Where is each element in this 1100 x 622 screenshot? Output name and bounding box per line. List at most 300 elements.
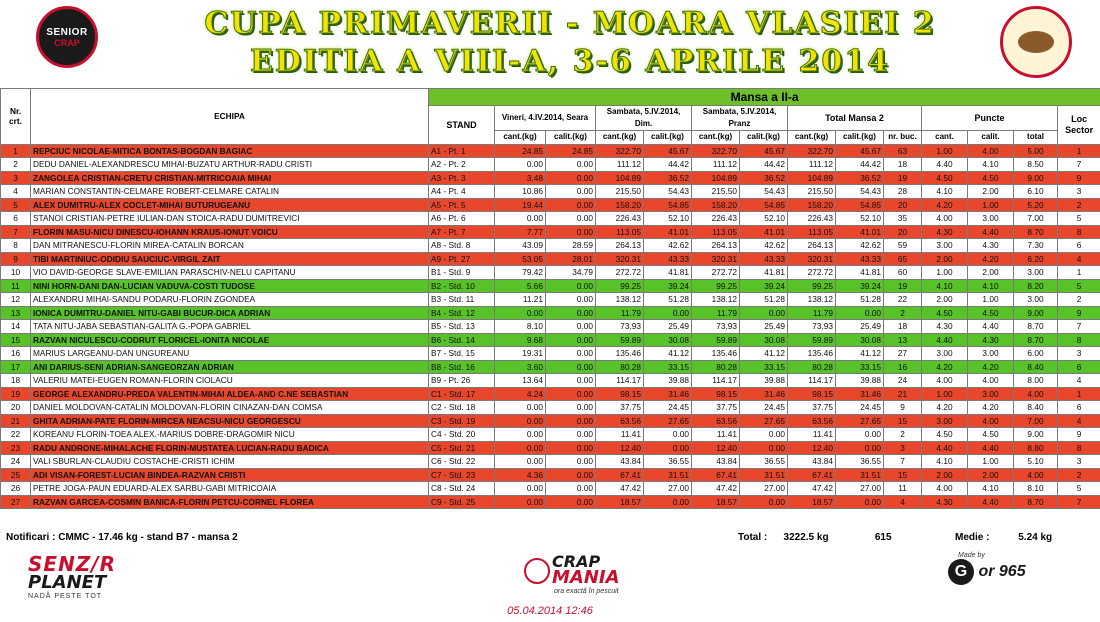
row-loc: 2: [1058, 468, 1100, 482]
row-v1-cant: 5.66: [495, 279, 546, 293]
row-nr-buc: 13: [884, 333, 922, 347]
row-nr: 9: [1, 252, 31, 266]
row-v2-cant: 11.41: [596, 428, 644, 442]
row-team: MARIAN CONSTANTIN-CELMARE ROBERT-CELMARE CATALIN: [31, 185, 429, 199]
row-nr-buc: 3: [884, 441, 922, 455]
row-total-cant: 264.13: [788, 239, 836, 253]
row-v3-cant: 135.46: [692, 347, 740, 361]
row-p-total: 8.70: [1014, 225, 1058, 239]
row-p-total: 4.00: [1014, 468, 1058, 482]
row-v1-calit: 0.00: [546, 401, 596, 415]
row-v2-calit: 25.49: [644, 320, 692, 334]
col-nrbuc-header: nr. buc.: [884, 131, 922, 145]
table-row: [1, 441, 1100, 455]
row-v3-calit: 0.00: [740, 441, 788, 455]
row-loc: 9: [1058, 171, 1100, 185]
row-nr: 19: [1, 387, 31, 401]
row-v1-calit: 0.00: [546, 212, 596, 226]
row-p-total: 8.00: [1014, 374, 1058, 388]
row-total-calit: 24.45: [836, 401, 884, 415]
row-v1-cant: 24.85: [495, 144, 546, 158]
row-nr-buc: 22: [884, 293, 922, 307]
row-v1-calit: 0.00: [546, 482, 596, 496]
row-p-calit: 4.30: [968, 239, 1014, 253]
row-v2-calit: 41.01: [644, 225, 692, 239]
col-p-total-header: total: [1014, 131, 1058, 145]
row-total-cant: 215.50: [788, 185, 836, 199]
row-v1-cant: 8.10: [495, 320, 546, 334]
row-v2-cant: 37.75: [596, 401, 644, 415]
row-v3-calit: 33.15: [740, 360, 788, 374]
row-total-cant: 135.46: [788, 347, 836, 361]
row-v3-cant: 12.40: [692, 441, 740, 455]
row-v1-cant: 0.00: [495, 401, 546, 415]
row-v1-cant: 10.86: [495, 185, 546, 199]
row-team: KOREANU FLORIN-TOEA ALEX.-MARIUS DOBRE-DRAGOMIR NICU: [31, 428, 429, 442]
col-puncte-header: Puncte: [922, 106, 1058, 131]
row-v3-calit: 54.43: [740, 185, 788, 199]
row-v2-cant: 264.13: [596, 239, 644, 253]
row-v2-calit: 36.55: [644, 455, 692, 469]
row-nr: 23: [1, 441, 31, 455]
row-v1-cant: 0.00: [495, 455, 546, 469]
row-v2-calit: 36.52: [644, 171, 692, 185]
table-row: [1, 414, 1100, 428]
row-v1-calit: 0.00: [546, 306, 596, 320]
row-team: ADI VISAN-FOREST-LUCIAN BINDEA-RAZVAN CRISTI: [31, 468, 429, 482]
row-team: TATA NITU-JABA SEBASTIAN-GALITA G.-POPA GABRIEL: [31, 320, 429, 334]
row-stand: C7 - Std. 23: [429, 468, 495, 482]
row-v3-cant: 63.56: [692, 414, 740, 428]
row-team: ZANGOLEA CRISTIAN-CRETU CRISTIAN-MITRICOAIA MIHAI: [31, 171, 429, 185]
medie-label: Medie :: [955, 532, 990, 543]
row-v3-calit: 52.10: [740, 212, 788, 226]
row-v1-calit: 0.00: [546, 158, 596, 172]
table-row: [1, 212, 1100, 226]
col-day1-header: Vineri, 4.IV.2014, Seara: [495, 106, 596, 131]
page-footer: [0, 528, 1100, 622]
row-p-total: 8.70: [1014, 333, 1058, 347]
row-v1-calit: 0.00: [546, 455, 596, 469]
row-v1-cant: 0.00: [495, 482, 546, 496]
row-v1-cant: 0.00: [495, 441, 546, 455]
row-team: RADU ANDRONE-MIHALACHE FLORIN-MUSTATEA LUCIAN-RADU BADICA: [31, 441, 429, 455]
row-stand: A9 - Pt. 27: [429, 252, 495, 266]
row-v3-calit: 24.45: [740, 401, 788, 415]
row-p-calit: 3.00: [968, 347, 1014, 361]
row-p-calit: 2.00: [968, 185, 1014, 199]
row-team: ALEXANDRU MIHAI-SANDU PODARU-FLORIN ZGONDEA: [31, 293, 429, 307]
row-v1-calit: 0.00: [546, 441, 596, 455]
row-nr: 24: [1, 455, 31, 469]
row-v2-calit: 0.00: [644, 441, 692, 455]
row-total-cant: 322.70: [788, 144, 836, 158]
table-row: [1, 171, 1100, 185]
page-header: [0, 0, 1100, 88]
row-nr: 11: [1, 279, 31, 293]
row-nr-buc: 60: [884, 266, 922, 280]
row-v3-calit: 31.46: [740, 387, 788, 401]
row-v2-cant: 63.56: [596, 414, 644, 428]
row-team: MARIUS LARGEANU-DAN UNGUREANU: [31, 347, 429, 361]
row-total-cant: 226.43: [788, 212, 836, 226]
row-total-calit: 27.00: [836, 482, 884, 496]
row-nr-buc: 35: [884, 212, 922, 226]
row-total-calit: 41.01: [836, 225, 884, 239]
row-v2-cant: 80.28: [596, 360, 644, 374]
row-nr-buc: 7: [884, 455, 922, 469]
row-v2-calit: 43.33: [644, 252, 692, 266]
row-v2-cant: 272.72: [596, 266, 644, 280]
row-v2-cant: 59.89: [596, 333, 644, 347]
row-total-cant: 98.15: [788, 387, 836, 401]
row-total-cant: 111.12: [788, 158, 836, 172]
row-v3-calit: 0.00: [740, 428, 788, 442]
row-v2-calit: 33.15: [644, 360, 692, 374]
row-team: PETRE JOGA-PAUN EDUARD-ALEX SARBU-GABI MITRICOAIA: [31, 482, 429, 496]
row-nr: 20: [1, 401, 31, 415]
results-body: [1, 144, 1100, 509]
col-day3-header: Sambata, 5.IV.2014, Pranz: [692, 106, 788, 131]
row-loc: 3: [1058, 185, 1100, 199]
row-stand: B5 - Std. 13: [429, 320, 495, 334]
row-stand: C2 - Std. 18: [429, 401, 495, 415]
row-v3-calit: 41.81: [740, 266, 788, 280]
row-total-calit: 54.85: [836, 198, 884, 212]
row-stand: A8 - Std. 8: [429, 239, 495, 253]
row-v3-cant: 11.79: [692, 306, 740, 320]
row-v1-cant: 79.42: [495, 266, 546, 280]
row-v2-cant: 322.70: [596, 144, 644, 158]
row-loc: 1: [1058, 387, 1100, 401]
row-p-total: 6.10: [1014, 185, 1058, 199]
row-v2-cant: 113.05: [596, 225, 644, 239]
row-v1-cant: 53.05: [495, 252, 546, 266]
row-stand: C4 - Std. 20: [429, 428, 495, 442]
table-row: [1, 293, 1100, 307]
table-row: [1, 144, 1100, 158]
row-loc: 3: [1058, 455, 1100, 469]
row-nr-buc: 24: [884, 374, 922, 388]
sponsor2-slogan: ora exactă în pescuit: [554, 588, 619, 595]
row-nr-buc: 20: [884, 198, 922, 212]
row-v1-calit: 0.00: [546, 468, 596, 482]
row-v1-calit: 24.85: [546, 144, 596, 158]
row-p-total: 8.70: [1014, 495, 1058, 509]
medie-value: 5.24 kg: [1018, 532, 1053, 543]
table-row: [1, 225, 1100, 239]
table-row: [1, 428, 1100, 442]
row-v3-cant: 215.50: [692, 185, 740, 199]
row-total-calit: 43.33: [836, 252, 884, 266]
row-p-calit: 4.40: [968, 225, 1014, 239]
row-p-cant: 4.00: [922, 482, 968, 496]
row-v3-cant: 104.89: [692, 171, 740, 185]
row-p-cant: 4.20: [922, 401, 968, 415]
table-row: [1, 455, 1100, 469]
notificari-text: Notificari : CMMC - 17.46 kg - stand B7 - mansa 2: [6, 532, 238, 543]
row-p-total: 3.00: [1014, 266, 1058, 280]
row-loc: 5: [1058, 482, 1100, 496]
row-v1-cant: 3.60: [495, 360, 546, 374]
row-v3-calit: 36.55: [740, 455, 788, 469]
row-p-calit: 4.40: [968, 441, 1014, 455]
col-p-calit-header: calit.: [968, 131, 1014, 145]
col-cant-header: cant.(kg): [495, 131, 546, 145]
results-table: [0, 88, 1100, 509]
col-cant-header: cant.(kg): [788, 131, 836, 145]
row-p-total: 4.00: [1014, 387, 1058, 401]
table-row: [1, 252, 1100, 266]
row-v2-calit: 0.00: [644, 306, 692, 320]
row-v3-cant: 99.25: [692, 279, 740, 293]
row-nr: 2: [1, 158, 31, 172]
row-nr: 1: [1, 144, 31, 158]
row-team: DEDU DANIEL-ALEXANDRESCU MIHAI-BUZATU ARTHUR-RADU CRISTI: [31, 158, 429, 172]
row-stand: A3 - Pt. 3: [429, 171, 495, 185]
row-stand: C5 - Std. 21: [429, 441, 495, 455]
row-v2-cant: 111.12: [596, 158, 644, 172]
row-nr: 3: [1, 171, 31, 185]
row-v1-cant: 0.00: [495, 414, 546, 428]
row-stand: C6 - Std. 22: [429, 455, 495, 469]
row-v2-cant: 12.40: [596, 441, 644, 455]
col-cant-header: cant.(kg): [596, 131, 644, 145]
row-nr-buc: 20: [884, 225, 922, 239]
row-total-cant: 37.75: [788, 401, 836, 415]
row-v2-cant: 98.15: [596, 387, 644, 401]
row-nr: 7: [1, 225, 31, 239]
row-v2-cant: 104.89: [596, 171, 644, 185]
row-nr-buc: 2: [884, 306, 922, 320]
row-v2-calit: 44.42: [644, 158, 692, 172]
row-v2-calit: 30.08: [644, 333, 692, 347]
row-nr-buc: 15: [884, 468, 922, 482]
row-total-calit: 36.55: [836, 455, 884, 469]
row-p-total: 8.50: [1014, 158, 1058, 172]
row-p-calit: 4.50: [968, 306, 1014, 320]
row-nr: 17: [1, 360, 31, 374]
row-v2-calit: 0.00: [644, 495, 692, 509]
row-v2-cant: 158.20: [596, 198, 644, 212]
row-v3-cant: 59.89: [692, 333, 740, 347]
row-v3-calit: 41.12: [740, 347, 788, 361]
row-loc: 5: [1058, 279, 1100, 293]
row-stand: A7 - Pt. 7: [429, 225, 495, 239]
row-p-cant: 2.00: [922, 252, 968, 266]
row-nr-buc: 16: [884, 360, 922, 374]
row-v2-calit: 54.85: [644, 198, 692, 212]
row-p-cant: 1.00: [922, 266, 968, 280]
row-v3-calit: 31.51: [740, 468, 788, 482]
row-p-total: 6.00: [1014, 347, 1058, 361]
row-total-calit: 31.51: [836, 468, 884, 482]
row-p-total: 3.00: [1014, 293, 1058, 307]
row-v3-cant: 113.05: [692, 225, 740, 239]
row-total-cant: 12.40: [788, 441, 836, 455]
sponsor2-name-bottom: MANIA: [552, 567, 620, 588]
row-team: REPCIUC NICOLAE-MITICA BONTAS-BOGDAN BAGIAC: [31, 144, 429, 158]
row-loc: 8: [1058, 225, 1100, 239]
sponsor1-name-bottom: PLANET: [28, 572, 107, 593]
row-v3-cant: 114.17: [692, 374, 740, 388]
row-p-calit: 4.40: [968, 495, 1014, 509]
row-p-total: 8.10: [1014, 482, 1058, 496]
row-v1-calit: 0.00: [546, 495, 596, 509]
table-row: [1, 387, 1100, 401]
row-total-cant: 99.25: [788, 279, 836, 293]
row-nr: 27: [1, 495, 31, 509]
row-v1-cant: 0.00: [495, 428, 546, 442]
row-v1-calit: 0.00: [546, 293, 596, 307]
row-total-cant: 320.31: [788, 252, 836, 266]
row-stand: A4 - Pt. 4: [429, 185, 495, 199]
row-total-calit: 27.65: [836, 414, 884, 428]
row-v2-calit: 39.88: [644, 374, 692, 388]
table-row: [1, 320, 1100, 334]
row-p-calit: 3.00: [968, 212, 1014, 226]
table-row: [1, 347, 1100, 361]
row-nr-buc: 28: [884, 185, 922, 199]
row-loc: 6: [1058, 239, 1100, 253]
logo-left-top-text: SENIOR: [46, 26, 88, 38]
row-v1-cant: 0.00: [495, 306, 546, 320]
medie-summary: [955, 532, 1052, 543]
row-v3-calit: 41.01: [740, 225, 788, 239]
row-loc: 4: [1058, 374, 1100, 388]
row-nr: 13: [1, 306, 31, 320]
row-v1-calit: 0.00: [546, 414, 596, 428]
row-nr: 12: [1, 293, 31, 307]
row-p-total: 5.10: [1014, 455, 1058, 469]
row-v2-calit: 39.24: [644, 279, 692, 293]
row-v1-calit: 0.00: [546, 198, 596, 212]
row-nr: 25: [1, 468, 31, 482]
row-nr-buc: 21: [884, 387, 922, 401]
row-nr: 14: [1, 320, 31, 334]
row-nr: 4: [1, 185, 31, 199]
col-calit-header: calit.(kg): [546, 131, 596, 145]
row-team: GEORGE ALEXANDRU-PREDA VALENTIN-MIHAI ALDEA-AND C.NE SEBASTIAN: [31, 387, 429, 401]
row-v3-calit: 27.65: [740, 414, 788, 428]
row-loc: 1: [1058, 266, 1100, 280]
row-loc: 9: [1058, 428, 1100, 442]
sponsor1-name-top: SENZ/R: [28, 552, 117, 576]
row-p-cant: 4.50: [922, 171, 968, 185]
row-v3-calit: 43.33: [740, 252, 788, 266]
table-row: [1, 495, 1100, 509]
row-p-calit: 1.00: [968, 293, 1014, 307]
row-p-total: 9.00: [1014, 306, 1058, 320]
row-v1-calit: 0.00: [546, 171, 596, 185]
row-v1-cant: 4.36: [495, 468, 546, 482]
row-stand: A5 - Pt. 5: [429, 198, 495, 212]
row-p-total: 7.30: [1014, 239, 1058, 253]
row-p-total: 6.20: [1014, 252, 1058, 266]
row-v3-cant: 322.70: [692, 144, 740, 158]
row-v2-cant: 320.31: [596, 252, 644, 266]
table-row: [1, 374, 1100, 388]
row-p-calit: 4.20: [968, 401, 1014, 415]
table-row: [1, 266, 1100, 280]
row-p-calit: 1.00: [968, 198, 1014, 212]
row-v3-cant: 98.15: [692, 387, 740, 401]
row-stand: B8 - Std. 16: [429, 360, 495, 374]
row-v3-calit: 51.28: [740, 293, 788, 307]
table-row: [1, 185, 1100, 199]
row-v1-calit: 0.00: [546, 333, 596, 347]
row-p-calit: 3.00: [968, 387, 1014, 401]
row-v1-calit: 0.00: [546, 347, 596, 361]
row-stand: A6 - Pt. 6: [429, 212, 495, 226]
row-p-calit: 4.00: [968, 144, 1014, 158]
row-nr-buc: 11: [884, 482, 922, 496]
row-v3-cant: 264.13: [692, 239, 740, 253]
row-nr: 22: [1, 428, 31, 442]
row-v3-calit: 45.67: [740, 144, 788, 158]
row-loc: 7: [1058, 158, 1100, 172]
row-total-cant: 73.93: [788, 320, 836, 334]
col-p-cant-header: cant.: [922, 131, 968, 145]
row-total-cant: 18.57: [788, 495, 836, 509]
row-nr: 8: [1, 239, 31, 253]
row-p-total: 7.00: [1014, 212, 1058, 226]
row-stand: B2 - Std. 10: [429, 279, 495, 293]
row-nr-buc: 2: [884, 428, 922, 442]
row-p-cant: 4.50: [922, 306, 968, 320]
row-nr-buc: 63: [884, 144, 922, 158]
row-total-calit: 25.49: [836, 320, 884, 334]
row-v2-calit: 31.51: [644, 468, 692, 482]
table-row: [1, 158, 1100, 172]
row-loc: 7: [1058, 495, 1100, 509]
row-v2-cant: 11.79: [596, 306, 644, 320]
row-v3-calit: 42.62: [740, 239, 788, 253]
row-p-calit: 4.50: [968, 428, 1014, 442]
row-v1-calit: 0.00: [546, 374, 596, 388]
row-v2-calit: 27.00: [644, 482, 692, 496]
col-loc-header: Loc Sector: [1058, 106, 1100, 145]
row-nr-buc: 4: [884, 495, 922, 509]
row-team: DANIEL MOLDOVAN-CATALIN MOLDOVAN-FLORIN CINAZAN-DAN COMSA: [31, 401, 429, 415]
row-v1-calit: 28.59: [546, 239, 596, 253]
col-day2-header: Sambata, 5.IV.2014, Dim.: [596, 106, 692, 131]
row-p-cant: 4.30: [922, 225, 968, 239]
row-v3-calit: 39.24: [740, 279, 788, 293]
table-row: [1, 239, 1100, 253]
row-v2-cant: 114.17: [596, 374, 644, 388]
row-v1-calit: 0.00: [546, 320, 596, 334]
row-v2-cant: 226.43: [596, 212, 644, 226]
row-v2-calit: 31.46: [644, 387, 692, 401]
row-v2-cant: 18.57: [596, 495, 644, 509]
row-p-calit: 4.50: [968, 171, 1014, 185]
row-p-total: 8.70: [1014, 320, 1058, 334]
row-team: DAN MITRANESCU-FLORIN MIREA-CATALIN BORCAN: [31, 239, 429, 253]
row-p-cant: 3.00: [922, 414, 968, 428]
table-row: [1, 279, 1100, 293]
row-p-total: 9.00: [1014, 171, 1058, 185]
row-stand: C9 - Std. 25: [429, 495, 495, 509]
row-p-calit: 4.10: [968, 158, 1014, 172]
row-team: RAZVAN GARCEA-COSMIN BANICA-FLORIN PETCU-CORNEL FLOREA: [31, 495, 429, 509]
row-total-cant: 63.56: [788, 414, 836, 428]
row-v3-cant: 226.43: [692, 212, 740, 226]
page-title-line2: EDITIA A VIII-A, 3-6 APRILE 2014: [249, 44, 891, 79]
row-team: VALERIU MATEI-EUGEN ROMAN-FLORIN CIOLACU: [31, 374, 429, 388]
row-loc: 4: [1058, 414, 1100, 428]
row-team: ANI DARIUS-SENI ADRIAN-SANGEORZAN ADRIAN: [31, 360, 429, 374]
